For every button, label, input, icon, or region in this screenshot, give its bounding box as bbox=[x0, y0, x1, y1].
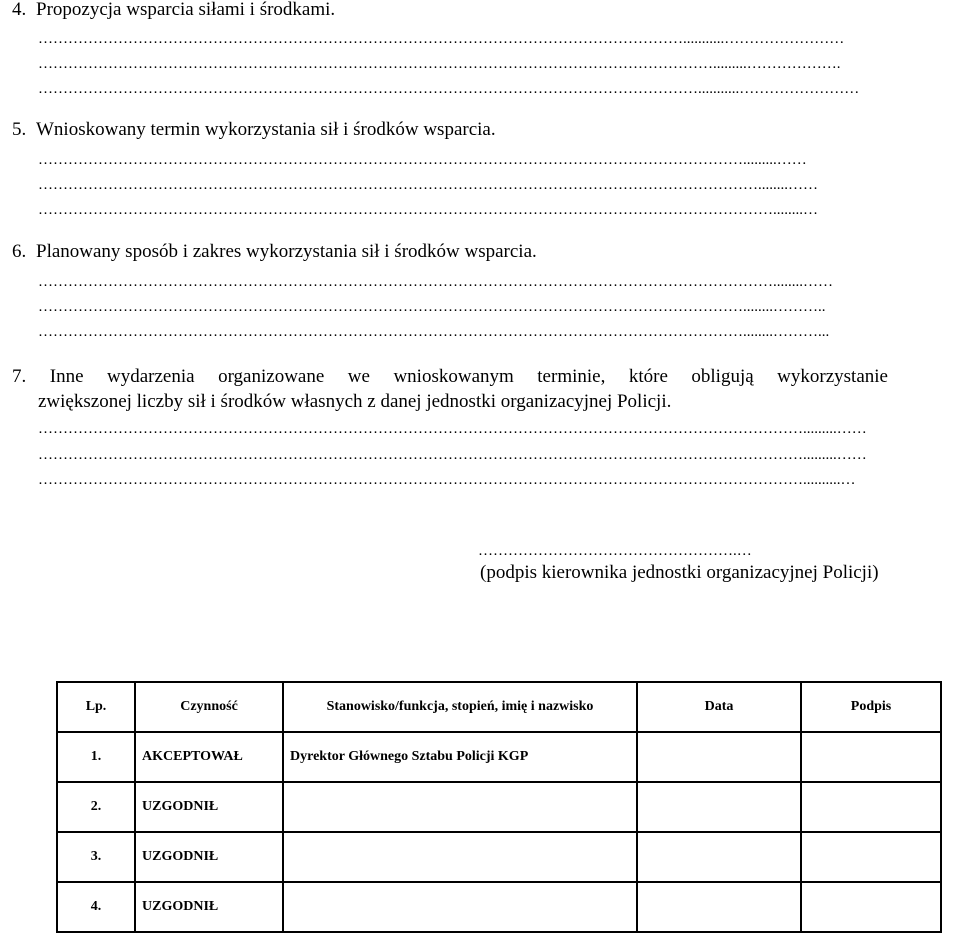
table-header-row bbox=[57, 682, 941, 732]
header-lp: Lp. bbox=[57, 682, 135, 732]
cell-action: UZGODNIŁ bbox=[135, 782, 283, 832]
cell-date[interactable] bbox=[637, 832, 801, 882]
cell-date[interactable] bbox=[637, 732, 801, 782]
word: Inne bbox=[49, 366, 84, 387]
fill-line[interactable]: ……………………………………………………………………………………………………………………...........…………………… bbox=[38, 81, 860, 97]
signature-line[interactable]: …………………………………………….… bbox=[478, 543, 752, 559]
section-number: 6. bbox=[12, 241, 27, 262]
word: wydarzenia bbox=[107, 366, 195, 387]
section-4-title bbox=[12, 0, 335, 21]
word: organizowane bbox=[218, 366, 325, 387]
fill-line[interactable]: ……………………………………………………………………………………………………………………………………….........…… bbox=[38, 447, 867, 463]
section-heading: Planowany sposób i zakres wykorzystania sił i środków wsparcia. bbox=[36, 241, 537, 262]
word: terminie, bbox=[537, 366, 606, 387]
table-row bbox=[57, 832, 941, 882]
fill-line[interactable]: ………………………………………………………………………………………………………………………………………..........… bbox=[38, 472, 856, 488]
approvals-table bbox=[56, 681, 942, 933]
cell-action: UZGODNIŁ bbox=[135, 832, 283, 882]
header-signature: Podpis bbox=[801, 682, 941, 732]
fill-line[interactable]: ……………………………………………………………………………………………………………………………........……….. bbox=[38, 299, 826, 315]
word: obligują bbox=[691, 366, 754, 387]
header-position: Stanowisko/funkcja, stopień, imię i nazwisko bbox=[283, 682, 637, 732]
table-row bbox=[57, 732, 941, 782]
cell-signature[interactable] bbox=[801, 732, 941, 782]
header-date: Data bbox=[637, 682, 801, 732]
signature-caption: (podpis kierownika jednostki organizacyjnej Policji) bbox=[480, 562, 879, 583]
cell-signature[interactable] bbox=[801, 782, 941, 832]
cell-date[interactable] bbox=[637, 782, 801, 832]
cell-date[interactable] bbox=[637, 882, 801, 932]
section-7-line-2: zwiększonej liczby sił i środków własnych z danej jednostki organizacyjnej Policji. bbox=[38, 391, 672, 412]
section-number: 4. bbox=[12, 0, 27, 20]
cell-action: UZGODNIŁ bbox=[135, 882, 283, 932]
table-row bbox=[57, 882, 941, 932]
header-action: Czynność bbox=[135, 682, 283, 732]
fill-line[interactable]: ……………………………………………………………………………………………………………………………........………... bbox=[38, 324, 830, 340]
cell-signature[interactable] bbox=[801, 882, 941, 932]
section-number: 7. bbox=[12, 366, 27, 387]
cell-signature[interactable] bbox=[801, 832, 941, 882]
section-heading: Propozycja wsparcia siłami i środkami. bbox=[36, 0, 336, 20]
section-5-title bbox=[12, 119, 496, 141]
word: które bbox=[628, 366, 668, 387]
fill-line[interactable]: ……………………………………………………………………………………………………………………….........………………. bbox=[38, 56, 841, 72]
cell-position[interactable] bbox=[283, 882, 637, 932]
table-row bbox=[57, 782, 941, 832]
fill-line[interactable]: …………………………………………………………………………………………………………………………………........… bbox=[38, 202, 818, 218]
cell-position[interactable]: Dyrektor Głównego Sztabu Policji KGP bbox=[283, 732, 637, 782]
fill-line[interactable]: ……………………………………………………………………………………………………………………………………….........…… bbox=[38, 421, 867, 437]
fill-line[interactable]: …………………………………………………………………………………………………………………...........…………………… bbox=[38, 31, 845, 47]
word: wnioskowanym bbox=[393, 366, 514, 387]
section-number: 5. bbox=[12, 119, 27, 140]
section-heading: Wnioskowany termin wykorzystania sił i środków wsparcia. bbox=[36, 119, 496, 140]
fill-line[interactable]: …………………………………………………………………………………………………………………………………........…… bbox=[38, 274, 833, 290]
cell-lp: 2. bbox=[57, 782, 135, 832]
cell-action: AKCEPTOWAŁ bbox=[135, 732, 283, 782]
cell-lp: 3. bbox=[57, 832, 135, 882]
word: wykorzystanie bbox=[777, 366, 888, 387]
section-6-title bbox=[12, 241, 537, 263]
cell-lp: 1. bbox=[57, 732, 135, 782]
fill-line[interactable]: ………………………………………………………………………………………………………………………………........…… bbox=[38, 177, 818, 193]
word: we bbox=[347, 366, 370, 387]
section-7-title bbox=[12, 364, 888, 414]
cell-position[interactable] bbox=[283, 782, 637, 832]
cell-position[interactable] bbox=[283, 832, 637, 882]
cell-lp: 4. bbox=[57, 882, 135, 932]
fill-line[interactable]: …………………………………………………………………………………………………………………………….........…… bbox=[38, 152, 807, 168]
section-7-line-1 bbox=[12, 364, 888, 389]
